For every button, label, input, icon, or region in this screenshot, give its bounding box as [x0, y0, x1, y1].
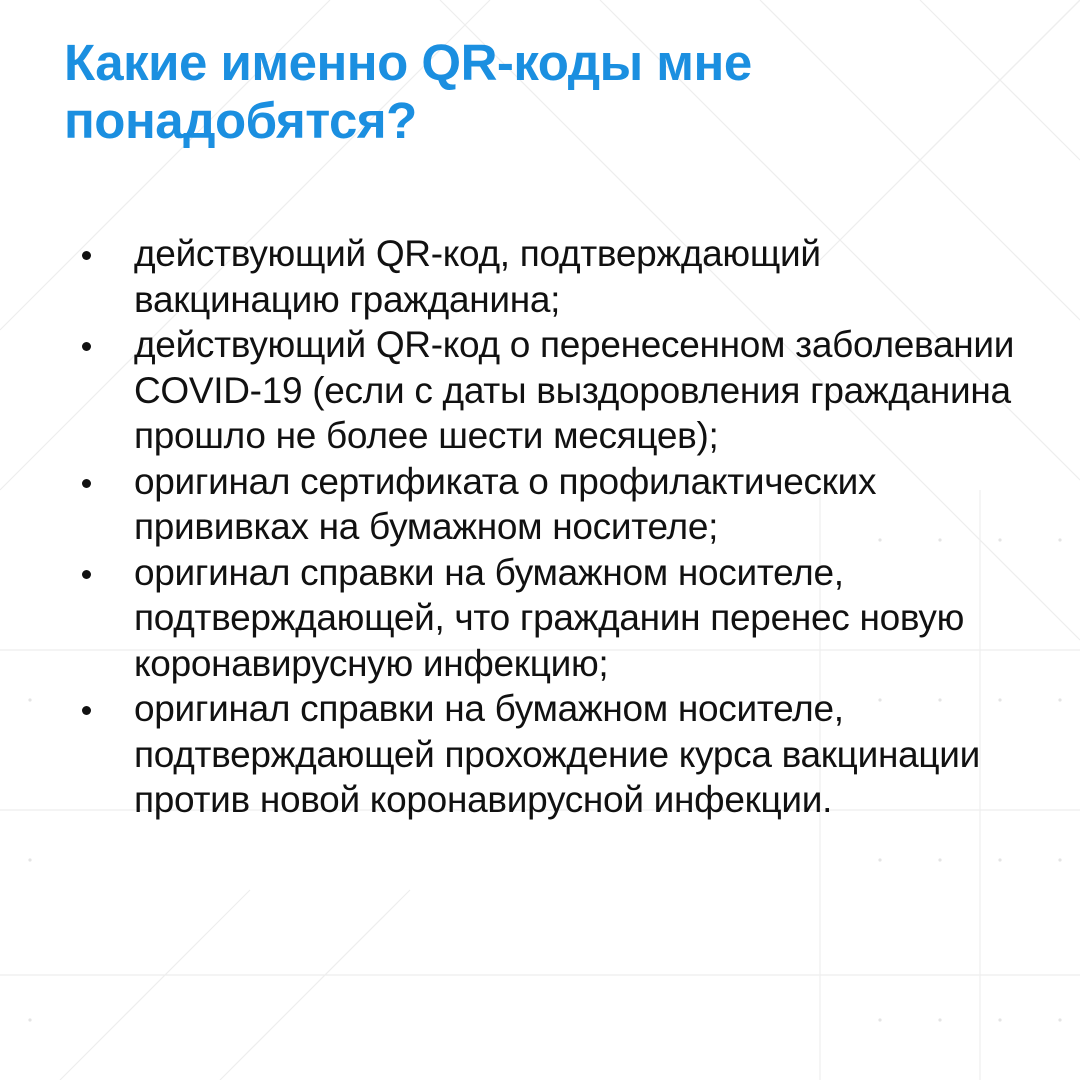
list-item	[82, 322, 1022, 459]
list-item-text: действующий QR-код, подтверждающий вакцинацию гражданина;	[134, 233, 821, 320]
page-title: Какие именно QR-коды мне понадобятся?	[64, 34, 752, 149]
bullet-icon	[82, 570, 91, 579]
bullet-icon	[82, 251, 91, 260]
list-item-text: оригинал справки на бумажном носителе, подтверждающей прохождение курса вакцинации против новой коронавирусной инфекции.	[134, 688, 980, 820]
list-item	[82, 231, 1022, 322]
bullet-icon	[82, 706, 91, 715]
list-item-text: оригинал сертификата о профилактических прививках на бумажном носителе;	[134, 460, 877, 547]
requirements-list	[82, 231, 1022, 823]
list-item	[82, 459, 1022, 550]
list-item	[82, 686, 1022, 823]
list-item-text: действующий QR-код о перенесенном заболевании COVID-19 (если с даты выздоровления гражданина прошло не более шести месяцев);	[134, 324, 1015, 456]
bullet-icon	[82, 342, 91, 351]
list-item	[82, 550, 1022, 687]
list-item-text: оригинал справки на бумажном носителе, подтверждающей, что гражданин перенес новую коронавирусную инфекцию;	[134, 551, 965, 684]
bullet-icon	[82, 479, 91, 488]
